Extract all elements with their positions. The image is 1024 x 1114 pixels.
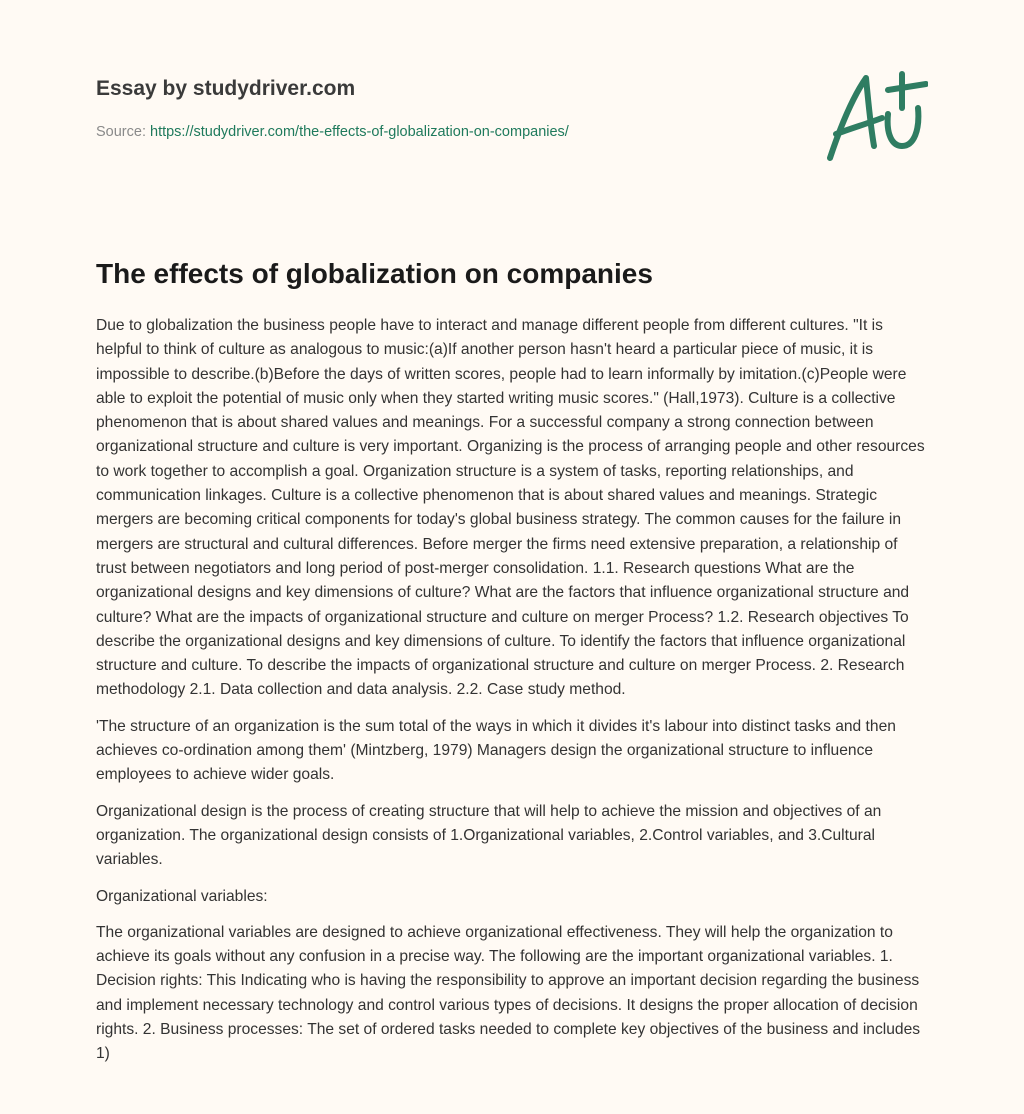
paragraph-subheading: Organizational variables:: [96, 887, 268, 905]
source-line: [96, 124, 569, 140]
paragraph-structure-quote: 'The structure of an organization is the sum total of the ways in which it divides it's labour into distinct tasks and then achieves co-ordination among them' (Mintzberg, 1979) Managers design the organizational structure to influence employees to achieve wider goals.: [96, 717, 896, 784]
paragraph-organizational-variables: The organizational variables are designed to achieve organizational effectiveness. They will help the organization to achieve its goals without any confusion in a precise way. The following are the important organizational variables. 1. Decision rights: This Indicating who is having the responsibility to approve an important decision regarding the business and implement necessary technology and control various types of decisions. It designs the proper allocation of decision rights. 2. Business processes: The set of ordered tasks needed to complete key objectives of the business and includes 1): [96, 923, 921, 1063]
source-link[interactable]: https://studydriver.com/the-effects-of-globalization-on-companies/: [150, 124, 569, 140]
source-label: Source:: [96, 124, 150, 140]
paragraph-organizational-design: Organizational design is the process of creating structure that will help to achieve the mission and objectives of an organization. The organizational design consists of 1.Organizational variables, 2.Control variables, and 3.Cultural variables.: [96, 802, 882, 869]
paragraph-intro: Due to globalization the business people have to interact and manage different people from different cultures. "It is helpful to think of culture as analogous to music:(a)If another person hasn't heard a particular piece of music, it is impossible to describe.(b)Before the days of written scores, people had to learn informally by imitation.(c)People were able to exploit the potential of music only when they started writing music scores." (Hall,1973). Culture is a collective phenomenon that is about shared values and meanings. For a successful company a strong connection between organizational structure and culture is very important. Organizing is the process of arranging people and other resources to work together to accomplish a goal. Organization structure is a system of tasks, reporting relationships, and communication linkages. Culture is a collective phenomenon that is about shared values and meanings. Strategic mergers are becoming critical components for today's global business strategy. The common causes for the failure in mergers are structural and cultural differences. Before merger the firms need extensive preparation, a relationship of trust between negotiators and long period of post-merger consolidation. 1.1. Research questions What are the organizational designs and key dimensions of culture? What are the factors that influence organizational structure and culture? What are the impacts of organizational structure and culture on merger Process? 1.2. Research objectives To describe the organizational designs and key dimensions of culture. To identify the factors that influence organizational structure and culture. To describe the impacts of organizational structure and culture on merger Process. 2. Research methodology 2.1. Data collection and data analysis. 2.2. Case study method.: [96, 317, 925, 699]
a-plus-logo-icon: [822, 68, 928, 164]
essay-paragraphs: [96, 314, 932, 1079]
brand-title: Essay by studydriver.com: [96, 77, 356, 100]
essay-title: The effects of globalization on companies: [96, 258, 653, 289]
